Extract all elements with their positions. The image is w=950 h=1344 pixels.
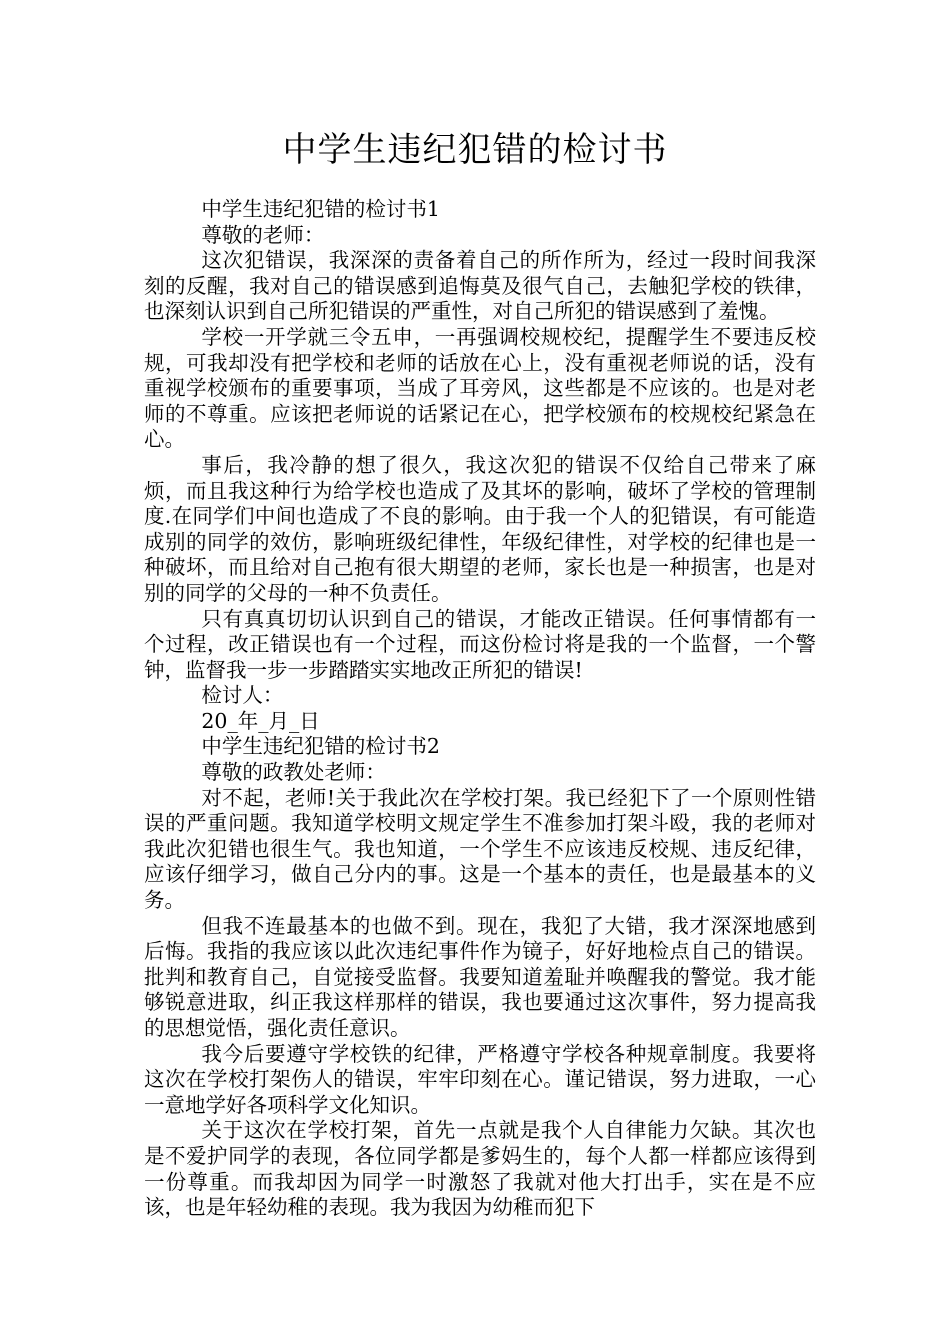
- section-heading-1: 中学生违纪犯错的检讨书1: [201, 197, 440, 221]
- body-paragraph: 我今后要遵守学校铁的纪律，严格遵守学校各种规章制度。我要将这次在学校打架伤人的错误，牢牢印刻在心。谨记错误，努力进取，一心一意地学好各项科学文化知识。: [144, 1041, 816, 1117]
- body-paragraph: 只有真真切切认识到自己的错误，才能改正错误。任何事情都有一个过程，改正错误也有一个过程，而这份检讨将是我的一个监督，一个警钟，监督我一步一步踏踏实实地改正所犯的错误!: [144, 606, 816, 682]
- date-line: 20_年_月_日: [201, 708, 320, 733]
- salutation-1: 尊敬的老师：: [201, 222, 325, 247]
- document-title: 中学生违纪犯错的检讨书: [282, 130, 668, 170]
- body-paragraph: 事后，我冷静的想了很久，我这次犯的错误不仅给自己带来了麻烦，而且我这种行为给学校也造成了及其坏的影响，破坏了学校的管理制度.在同学们中间也造成了不良的影响。由于我一个人的犯错误，有可能造成别的同学的效仿，影响班级纪律性，年级纪律性，对学校的纪律也是一种破坏，而且给对自己抱有很大期望的老师，家长也是一种损害，也是对别的同学的父母的一种不负责任。: [144, 452, 816, 605]
- signature-line: 检讨人：: [201, 683, 284, 708]
- body-paragraph: 对不起，老师!关于我此次在学校打架。我已经犯下了一个原则性错误的严重问题。我知道学校明文规定学生不准参加打架斗殴，我的老师对我此次犯错也很生气。我也知道，一个学生不应该违反校规、违反纪律，应该仔细学习，做自己分内的事。这是一个基本的责任，也是最基本的义务。: [144, 785, 816, 913]
- body-paragraph: 这次犯错误，我深深的责备着自己的所作所为，经过一段时间我深刻的反醒，我对自己的错误感到追悔莫及很气自己，去触犯学校的铁律，也深刻认识到自己所犯错误的严重性，对自己所犯的错误感到了羞愧。: [144, 248, 816, 324]
- body-paragraph: 学校一开学就三令五申，一再强调校规校纪，提醒学生不要违反校规，可我却没有把学校和老师的话放在心上，没有重视老师说的话，没有重视学校颁布的重要事项，当成了耳旁风，这些都是不应该的。也是对老师的不尊重。应该把老师说的话紧记在心，把学校颁布的校规校纪紧急在心。: [144, 324, 816, 452]
- section-heading-2: 中学生违纪犯错的检讨书2: [201, 734, 440, 759]
- document-body: [144, 197, 816, 1221]
- body-paragraph: 关于这次在学校打架，首先一点就是我个人自律能力欠缺。其次也是不爱护同学的表现，各位同学都是爹妈生的，每个人都一样都应该得到一份尊重。而我却因为同学一时激怒了我就对他大打出手，实在是不应该，也是年轻幼稚的表现。我为我因为幼稚而犯下: [144, 1118, 816, 1220]
- body-paragraph: 但我不连最基本的也做不到。现在，我犯了大错，我才深深地感到后悔。我指的我应该以此次违纪事件作为镜子，好好地检点自己的错误。批判和教育自己，自觉接受监督。我要知道羞耻并唤醒我的警觉。我才能够锐意进取，纠正我这样那样的错误，我也要通过这次事件，努力提高我的思想觉悟，强化责任意识。: [144, 913, 816, 1040]
- salutation-2: 尊敬的政教处老师：: [201, 760, 386, 785]
